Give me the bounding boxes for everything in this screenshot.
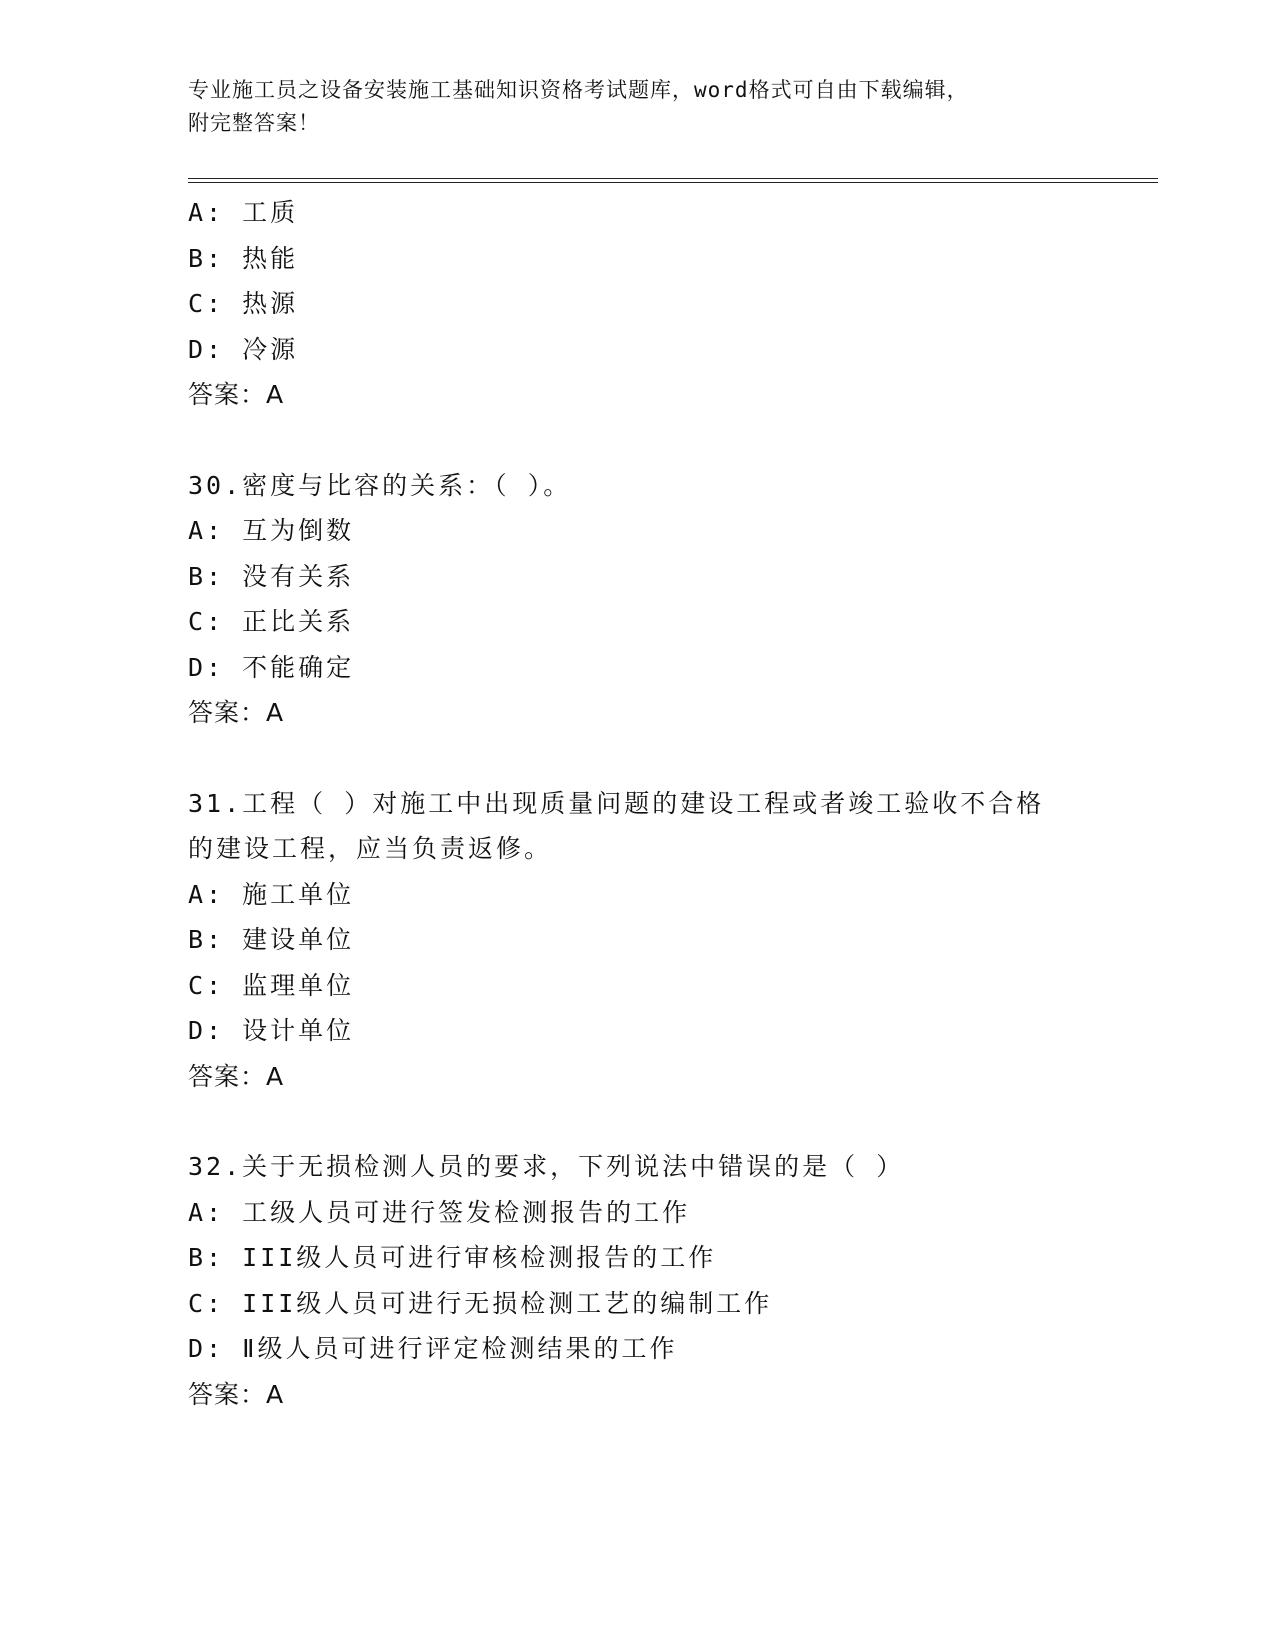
answer-line: 答案：A bbox=[188, 698, 285, 727]
option-d: D: 不能确定 bbox=[188, 652, 355, 682]
header-line-2: 附完整答案！ bbox=[188, 111, 320, 135]
option-a: A: 施工单位 bbox=[188, 879, 355, 909]
option-c: C: III级人员可进行无损检测工艺的编制工作 bbox=[188, 1288, 773, 1318]
option-b: B: 建设单位 bbox=[188, 925, 355, 954]
spacer bbox=[188, 1099, 1088, 1144]
option-b: B: 没有关系 bbox=[188, 561, 355, 591]
option-a: A: 互为倒数 bbox=[188, 516, 355, 545]
document-header bbox=[188, 74, 1068, 140]
option-d: D: 冷源 bbox=[188, 334, 299, 364]
question-block-30 bbox=[188, 463, 1088, 736]
option-b: B: III级人员可进行审核检测报告的工作 bbox=[188, 1243, 717, 1272]
question-block-31 bbox=[188, 781, 1088, 1100]
question-title: 31.工程（ ）对施工中出现质量问题的建设工程或者竣工验收不合格的建设工程，应当负责返修。 bbox=[188, 788, 1045, 863]
option-a: A: 工质 bbox=[188, 198, 299, 227]
question-block-carryover bbox=[188, 190, 1088, 418]
header-divider-top bbox=[188, 178, 1158, 179]
spacer bbox=[188, 418, 1088, 463]
header-line-1: 专业施工员之设备安装施工基础知识资格考试题库，word格式可自由下载编辑， bbox=[188, 78, 969, 102]
answer-line: 答案：A bbox=[188, 380, 285, 409]
option-c: C: 热源 bbox=[188, 289, 299, 318]
question-title: 30.密度与比容的关系：（ ）。 bbox=[188, 470, 572, 500]
question-title: 32.关于无损检测人员的要求，下列说法中错误的是（ ） bbox=[188, 1152, 905, 1181]
option-c: C: 正比关系 bbox=[188, 607, 355, 636]
answer-line: 答案：A bbox=[188, 1061, 285, 1091]
question-content bbox=[188, 190, 1088, 1417]
question-block-32 bbox=[188, 1144, 1088, 1417]
option-b: B: 热能 bbox=[188, 243, 299, 273]
option-c: C: 监理单位 bbox=[188, 970, 355, 1000]
spacer bbox=[188, 736, 1088, 781]
answer-line: 答案：A bbox=[188, 1379, 285, 1409]
option-a: A: 工级人员可进行签发检测报告的工作 bbox=[188, 1197, 691, 1227]
option-d: D: 设计单位 bbox=[188, 1016, 355, 1045]
header-divider-bottom bbox=[188, 182, 1158, 183]
option-d: D: Ⅱ级人员可进行评定检测结果的工作 bbox=[188, 1334, 678, 1363]
